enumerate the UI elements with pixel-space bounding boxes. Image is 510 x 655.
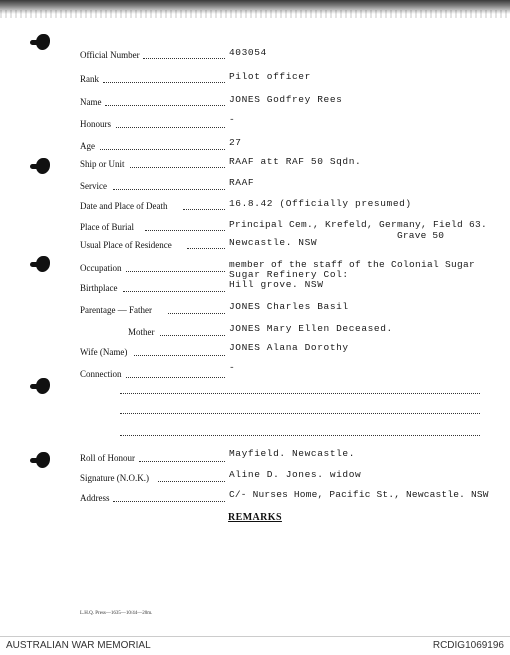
death-label: Date and Place of Death (80, 201, 168, 211)
occupation-label: Occupation (80, 263, 122, 273)
leader-dots (139, 461, 225, 462)
father-label: Parentage — Father (80, 305, 152, 315)
mother-label: Mother (128, 327, 155, 337)
age-value: 27 (229, 137, 242, 148)
roll-of-honour-label: Roll of Honour (80, 453, 135, 463)
leader-dots (113, 189, 225, 190)
punch-hole (36, 34, 50, 50)
connection-value: - (229, 362, 236, 373)
residence-value: Newcastle. NSW (229, 237, 318, 248)
age-label: Age (80, 141, 95, 151)
ship-or-unit-label: Ship or Unit (80, 159, 125, 169)
birthplace-value: Hill grove. NSW (229, 279, 324, 290)
name-label: Name (80, 97, 102, 107)
death-value: 16.8.42 (Officially presumed) (229, 198, 412, 209)
leader-dots (145, 230, 225, 231)
blank-line (120, 413, 480, 414)
punch-hole (36, 452, 50, 468)
rank-value: Pilot officer (229, 71, 311, 82)
leader-dots (105, 105, 225, 106)
leader-dots (123, 291, 225, 292)
father-value: JONES Charles Basil (229, 301, 349, 312)
blank-line (120, 393, 480, 394)
honours-label: Honours (80, 119, 111, 129)
signature-value: Aline D. Jones. widow (229, 469, 362, 480)
occupation-value: member of the staff of the Colonial Sugar (229, 259, 476, 270)
punch-hole (36, 256, 50, 272)
leader-dots (100, 149, 225, 150)
honours-value: - (229, 114, 236, 125)
leader-dots (116, 127, 225, 128)
leader-dots (130, 167, 225, 168)
occupation-value-line2: Sugar Refinery Col: (229, 269, 349, 280)
connection-label: Connection (80, 369, 122, 379)
leader-dots (158, 481, 225, 482)
print-line: L.H.Q. Press—1635—10/44—20m. (80, 611, 153, 616)
name-value: JONES Godfrey Rees (229, 94, 343, 105)
grave-value: Grave 50 (397, 230, 445, 241)
leader-dots (103, 82, 225, 83)
official-number-label: Official Number (80, 50, 140, 60)
blank-line (120, 435, 480, 436)
roll-of-honour-value: Mayfield. Newcastle. (229, 448, 356, 459)
leader-dots (113, 501, 225, 502)
official-number-value: 403054 (229, 47, 267, 58)
archive-name: AUSTRALIAN WAR MEMORIAL (6, 640, 151, 651)
leader-dots (126, 271, 225, 272)
punch-hole (36, 158, 50, 174)
service-value: RAAF (229, 177, 255, 188)
signature-label: Signature (N.O.K.) (80, 473, 149, 483)
address-value: C/- Nurses Home, Pacific St., Newcastle. NSW (229, 489, 489, 500)
burial-label: Place of Burial (80, 222, 134, 232)
leader-dots (134, 355, 225, 356)
archive-reference: RCDIG1069196 (432, 640, 504, 651)
birthplace-label: Birthplace (80, 283, 118, 293)
punch-hole (36, 378, 50, 394)
leader-dots (126, 377, 225, 378)
rank-label: Rank (80, 74, 99, 84)
remarks-heading: REMARKS (228, 512, 282, 523)
leader-dots (187, 248, 225, 249)
leader-dots (168, 313, 225, 314)
burial-value: Principal Cem., Krefeld, Germany, Field 63. (229, 219, 488, 230)
service-label: Service (80, 181, 107, 191)
residence-label: Usual Place of Residence (80, 240, 172, 250)
address-label: Address (80, 493, 110, 503)
ship-or-unit-value: RAAF att RAF 50 Sqdn. (229, 156, 362, 167)
archive-footer (0, 636, 510, 655)
leader-dots (143, 58, 225, 59)
leader-dots (183, 209, 225, 210)
wife-label: Wife (Name) (80, 347, 128, 357)
leader-dots (160, 335, 225, 336)
mother-value: JONES Mary Ellen Deceased. (229, 323, 393, 334)
wife-value: JONES Alana Dorothy (229, 342, 349, 353)
scan-top-texture (0, 10, 510, 18)
